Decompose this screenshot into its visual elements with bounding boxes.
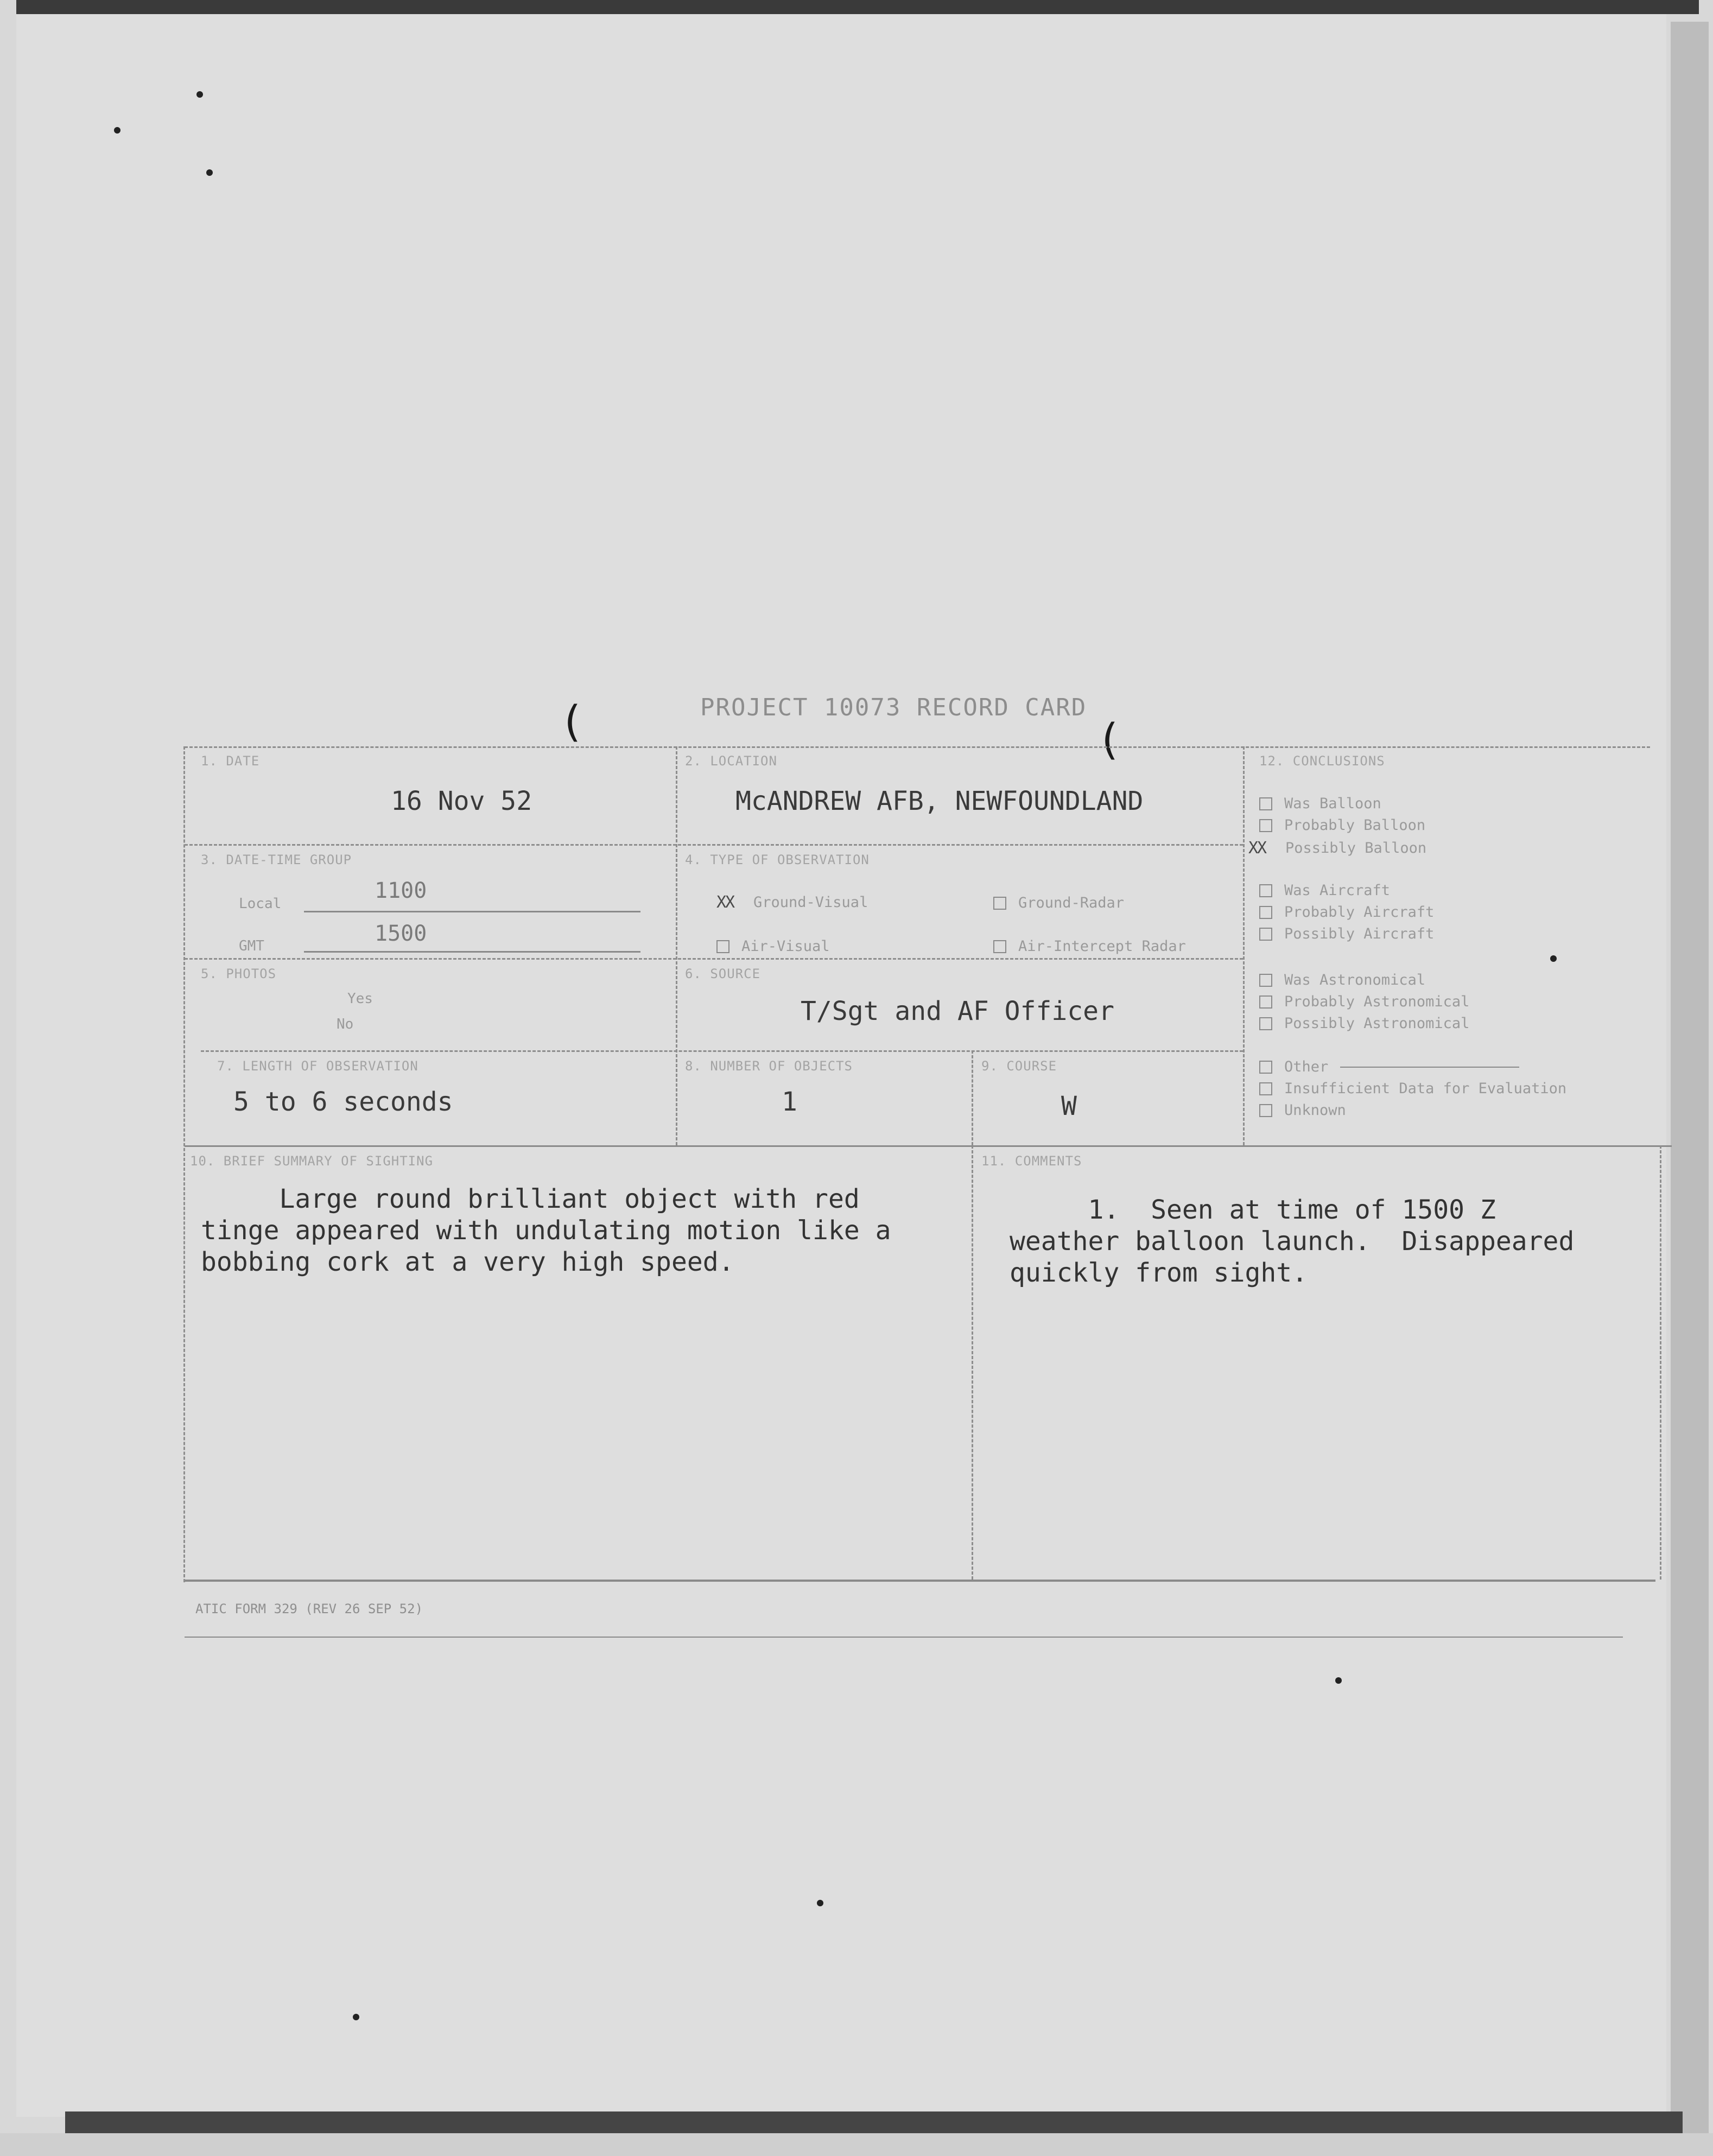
observation-option-ground-visual [716, 893, 868, 912]
option-label: Possibly Astronomical [1284, 1015, 1470, 1032]
checkbox-icon [1259, 1104, 1272, 1117]
source-label: 6. SOURCE [685, 966, 761, 981]
typed-parenthesis: ( [559, 697, 585, 746]
location-label: 2. LOCATION [685, 753, 777, 769]
form-number: ATIC FORM 329 (REV 26 SEP 52) [195, 1601, 423, 1616]
column-rule [972, 1145, 973, 1580]
conclusion-probably-aircraft [1259, 904, 1434, 921]
checkbox-icon [1259, 995, 1272, 1009]
card-left-rule [183, 746, 185, 1582]
conclusion-probably-balloon [1259, 817, 1425, 834]
checkbox-icon [1259, 797, 1272, 810]
gmt-time-line [304, 951, 640, 953]
option-label: Possibly Aircraft [1284, 925, 1435, 942]
conclusion-was-aircraft [1259, 882, 1390, 899]
checkbox-mark: XX [1248, 839, 1266, 858]
record-card-title: PROJECT 10073 RECORD CARD [700, 694, 1087, 721]
scan-speck [114, 127, 120, 134]
conclusion-was-astronomical [1259, 972, 1425, 988]
column-rule [972, 1050, 973, 1145]
observation-option-air-visual [716, 938, 830, 955]
option-label: Unknown [1284, 1102, 1346, 1119]
course-label: 9. COURSE [981, 1058, 1057, 1074]
length-of-observation-label: 7. LENGTH OF OBSERVATION [217, 1058, 418, 1074]
checkbox-icon [1259, 1017, 1272, 1030]
checkbox-icon [1259, 1082, 1272, 1095]
comments-label: 11. COMMENTS [981, 1153, 1082, 1169]
checkbox-icon [1259, 819, 1272, 832]
type-of-observation-label: 4. TYPE OF OBSERVATION [685, 852, 870, 867]
photos-yes: Yes [347, 991, 373, 1007]
gmt-time-value: 1500 [375, 921, 427, 946]
comments-line: weather balloon launch. Disappeared [1010, 1226, 1575, 1257]
other-fill-line [1340, 1067, 1519, 1068]
local-time-value: 1100 [375, 878, 427, 903]
checkbox-icon [1259, 1061, 1272, 1074]
conclusion-other [1259, 1058, 1519, 1075]
summary-rule [185, 1145, 1672, 1147]
option-label: Insufficient Data for Evaluation [1284, 1080, 1567, 1097]
source-value: T/Sgt and AF Officer [801, 996, 1114, 1026]
summary-line: bobbing cork at a very high speed. [201, 1247, 734, 1277]
row-rule [185, 958, 1243, 960]
scan-right-edge [1671, 22, 1709, 2139]
typed-parenthesis: ( [1096, 715, 1122, 764]
location-value: McANDREW AFB, NEWFOUNDLAND [735, 786, 1144, 816]
summary-text [201, 1183, 891, 1278]
summary-line: Large round brilliant object with red [201, 1184, 860, 1214]
scan-top-edge [16, 0, 1699, 14]
comments-line: 1. Seen at time of 1500 Z [1010, 1195, 1496, 1225]
length-of-observation-value: 5 to 6 seconds [233, 1087, 453, 1117]
course-value: W [1061, 1091, 1077, 1121]
conclusions-label: 12. CONCLUSIONS [1259, 753, 1385, 769]
scan-speck [206, 169, 213, 176]
date-label: 1. DATE [201, 753, 260, 769]
date-time-group-label: 3. DATE-TIME GROUP [201, 852, 352, 867]
conclusion-possibly-aircraft [1259, 925, 1434, 942]
summary-label: 10. BRIEF SUMMARY OF SIGHTING [190, 1153, 434, 1169]
number-of-objects-value: 1 [782, 1087, 797, 1117]
checkbox-icon [993, 897, 1006, 910]
checkbox-icon [993, 940, 1006, 953]
conclusion-probably-astronomical [1259, 993, 1469, 1010]
summary-line: tinge appeared with undulating motion like a [201, 1215, 891, 1246]
number-of-objects-label: 8. NUMBER OF OBJECTS [685, 1058, 853, 1074]
local-time-line [304, 911, 640, 912]
row-rule [185, 844, 1243, 846]
scan-speck [196, 91, 203, 98]
observation-option-ground-radar [993, 895, 1124, 911]
option-label: Air-Intercept Radar [1018, 938, 1186, 955]
checkbox-icon [1259, 974, 1272, 987]
checkbox-mark: XX [716, 893, 734, 912]
photos-no: No [337, 1016, 354, 1032]
scan-speck [1335, 1677, 1342, 1684]
comments-text [1010, 1194, 1574, 1289]
option-label: Air-Visual [741, 938, 830, 955]
option-label: Probably Aircraft [1284, 904, 1435, 921]
checkbox-icon [1259, 906, 1272, 919]
date-value: 16 Nov 52 [391, 786, 532, 816]
card-bottom-rule [185, 1580, 1655, 1582]
observation-option-air-intercept-radar [993, 938, 1186, 955]
option-label: Was Aircraft [1284, 882, 1391, 899]
card-right-rule [1660, 1145, 1661, 1580]
conclusion-insufficient-data [1259, 1080, 1566, 1097]
checkbox-icon [1259, 884, 1272, 897]
conclusion-possibly-balloon [1248, 839, 1426, 858]
conclusion-unknown [1259, 1102, 1346, 1119]
local-time-label: Local [239, 896, 282, 912]
option-label: Was Balloon [1284, 795, 1381, 812]
checkbox-icon [1259, 928, 1272, 941]
option-label: Ground-Radar [1018, 895, 1125, 911]
option-label: Was Astronomical [1284, 972, 1426, 988]
option-label: Ground-Visual [753, 894, 868, 911]
option-label: Possibly Balloon [1285, 840, 1427, 857]
scan-speck [353, 2014, 359, 2020]
option-label: Other [1284, 1058, 1329, 1075]
scan-speck [1550, 955, 1557, 962]
comments-line: quickly from sight. [1010, 1258, 1308, 1288]
photos-label: 5. PHOTOS [201, 966, 277, 981]
card-top-rule [185, 746, 1650, 748]
conclusion-was-balloon [1259, 795, 1381, 812]
scan-speck [817, 1900, 823, 1906]
option-label: Probably Astronomical [1284, 993, 1470, 1010]
scan-bottom-edge [65, 2111, 1683, 2133]
footer-rule [185, 1637, 1623, 1638]
gmt-time-label: GMT [239, 938, 264, 954]
option-label: Probably Balloon [1284, 817, 1426, 834]
conclusion-possibly-astronomical [1259, 1015, 1469, 1032]
column-rule [1243, 746, 1245, 1145]
checkbox-icon [716, 940, 729, 953]
row-rule [201, 1050, 1243, 1052]
column-rule [676, 746, 677, 1145]
scan-bottom-strip [0, 2133, 1713, 2156]
